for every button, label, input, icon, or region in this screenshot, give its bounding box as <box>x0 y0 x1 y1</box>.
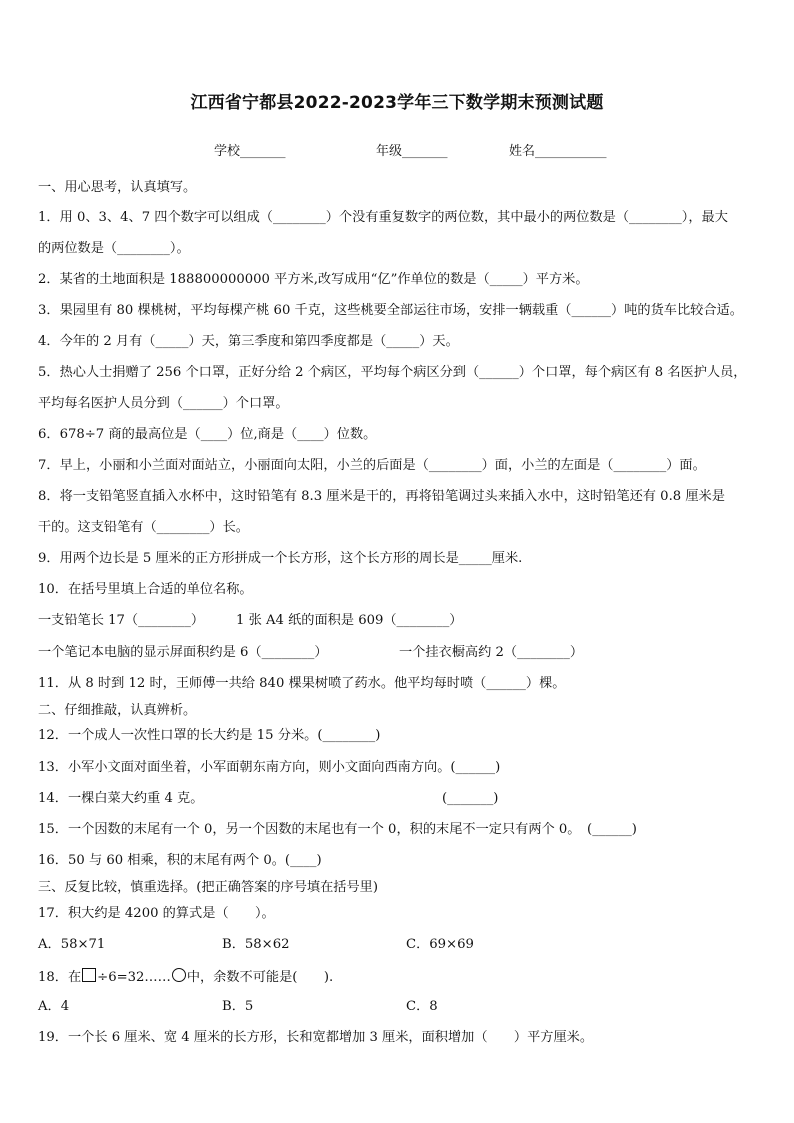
question-10-item-d: 一个挂衣橱高约 2（________） <box>399 645 584 660</box>
blank-circle-icon <box>172 968 186 982</box>
school-field <box>214 140 286 159</box>
question-17-option-b: B．58×62 <box>222 937 290 952</box>
question-2: 2．某省的土地面积是 188800000000 平方米,改写成用“亿”作单位的数是（_____）平方米。 <box>38 272 589 287</box>
question-8-line-1: 8．将一支铅笔竖直插入水杯中，这时铅笔有 8.3 厘米是干的，再将铅笔调过头来插入水中，这时铅笔还有 0.8 厘米是 <box>38 489 725 504</box>
question-18-option-a: A．4 <box>38 999 70 1014</box>
question-10-item-a: 一支铅笔长 17（________） <box>38 613 205 628</box>
school-label: 学校 <box>214 144 241 159</box>
question-4: 4．今年的 2 月有（_____）天，第三季度和第四季度都是（_____）天。 <box>38 334 459 349</box>
question-8-line-2: 干的。这支铅笔有（________）长。 <box>38 520 249 535</box>
question-7: 7．早上，小丽和小兰面对面站立，小丽面向太阳，小兰的后面是（________）面，小兰的左面是（________）面。 <box>38 458 706 473</box>
section-3-heading: 三、反复比较，慎重选择。(把正确答案的序号填在括号里) <box>38 880 378 895</box>
section-1-heading: 一、用心思考，认真填写。 <box>38 180 197 195</box>
question-11: 11．从 8 时到 12 时，王师傅一共给 840 棵果树喷了药水。他平均每时喷（______）棵。 <box>38 676 566 691</box>
question-18-suffix: 中，余数不可能是( ). <box>186 970 334 985</box>
question-9: 9．用两个边长是 5 厘米的正方形拼成一个长方形，这个长方形的周长是_____厘米. <box>38 551 523 566</box>
question-18-middle: ÷6=32…… <box>97 970 171 985</box>
question-17-option-a: A．58×71 <box>38 937 106 952</box>
page-title: 江西省宁都县2022-2023学年三下数学期末预测试题 <box>190 93 604 113</box>
question-16: 16．50 与 60 相乘，积的末尾有两个 0。(____) <box>38 853 322 868</box>
question-13: 13．小军小文面对面坐着，小军面朝东南方向，则小文面向西南方向。(______) <box>38 760 501 775</box>
question-17-option-c: C．69×69 <box>406 937 474 952</box>
question-18-prefix: 18．在 <box>38 970 82 985</box>
question-10-item-c: 一个笔记本电脑的显示屏面积约是 6（________） <box>38 645 328 660</box>
question-5-line-2: 平均每名医护人员分到（______）个口罩。 <box>38 396 289 411</box>
question-1-line-1: 1．用 0、3、4、7 四个数字可以组成（________）个没有重复数字的两位数，其中最小的两位数是（________），最大 <box>38 210 728 225</box>
question-18 <box>38 968 333 986</box>
grade-blank: _______ <box>402 144 448 159</box>
question-10: 10．在括号里填上合适的单位名称。 <box>38 582 253 597</box>
question-10-item-b: 1 张 A4 纸的面积是 609（________） <box>236 613 463 628</box>
question-17: 17．积大约是 4200 的算式是（ ）。 <box>38 906 275 921</box>
question-1-line-2: 的两位数是（________）。 <box>38 241 190 256</box>
school-blank: _______ <box>240 144 286 159</box>
question-18-option-c: C．8 <box>406 999 438 1014</box>
question-14: 14．一棵白菜大约重 4 克。 <box>38 791 204 806</box>
question-12: 12．一个成人一次性口罩的长大约是 15 分米。(________) <box>38 728 381 743</box>
question-14-answer-blank: (_______) <box>442 791 499 806</box>
question-5-line-1: 5．热心人士捐赠了 256 个口罩，正好分给 2 个病区，平均每个病区分到（______）个口罩，每个病区有 8 名医护人员， <box>38 365 747 380</box>
grade-field <box>376 140 448 159</box>
blank-square-icon <box>82 968 96 982</box>
grade-label: 年级 <box>376 144 403 159</box>
section-2-heading: 二、仔细推敲，认真辨析。 <box>38 703 197 718</box>
name-label: 姓名 <box>509 144 536 159</box>
name-blank: ___________ <box>535 144 607 159</box>
question-3: 3．果园里有 80 棵桃树，平均每棵产桃 60 千克，这些桃要全部运往市场，安排一辆载重（______）吨的货车比较合适。 <box>38 303 743 318</box>
question-18-option-b: B．5 <box>222 999 254 1014</box>
question-6: 6．678÷7 商的最高位是（____）位,商是（____）位数。 <box>38 427 377 442</box>
question-15: 15．一个因数的末尾有一个 0，另一个因数的末尾也有一个 0，积的末尾不一定只有两个 0。 (______) <box>38 822 637 837</box>
name-field <box>509 140 607 159</box>
question-19: 19．一个长 6 厘米、宽 4 厘米的长方形，长和宽都增加 3 厘米，面积增加（ ）平方厘米。 <box>38 1030 594 1045</box>
